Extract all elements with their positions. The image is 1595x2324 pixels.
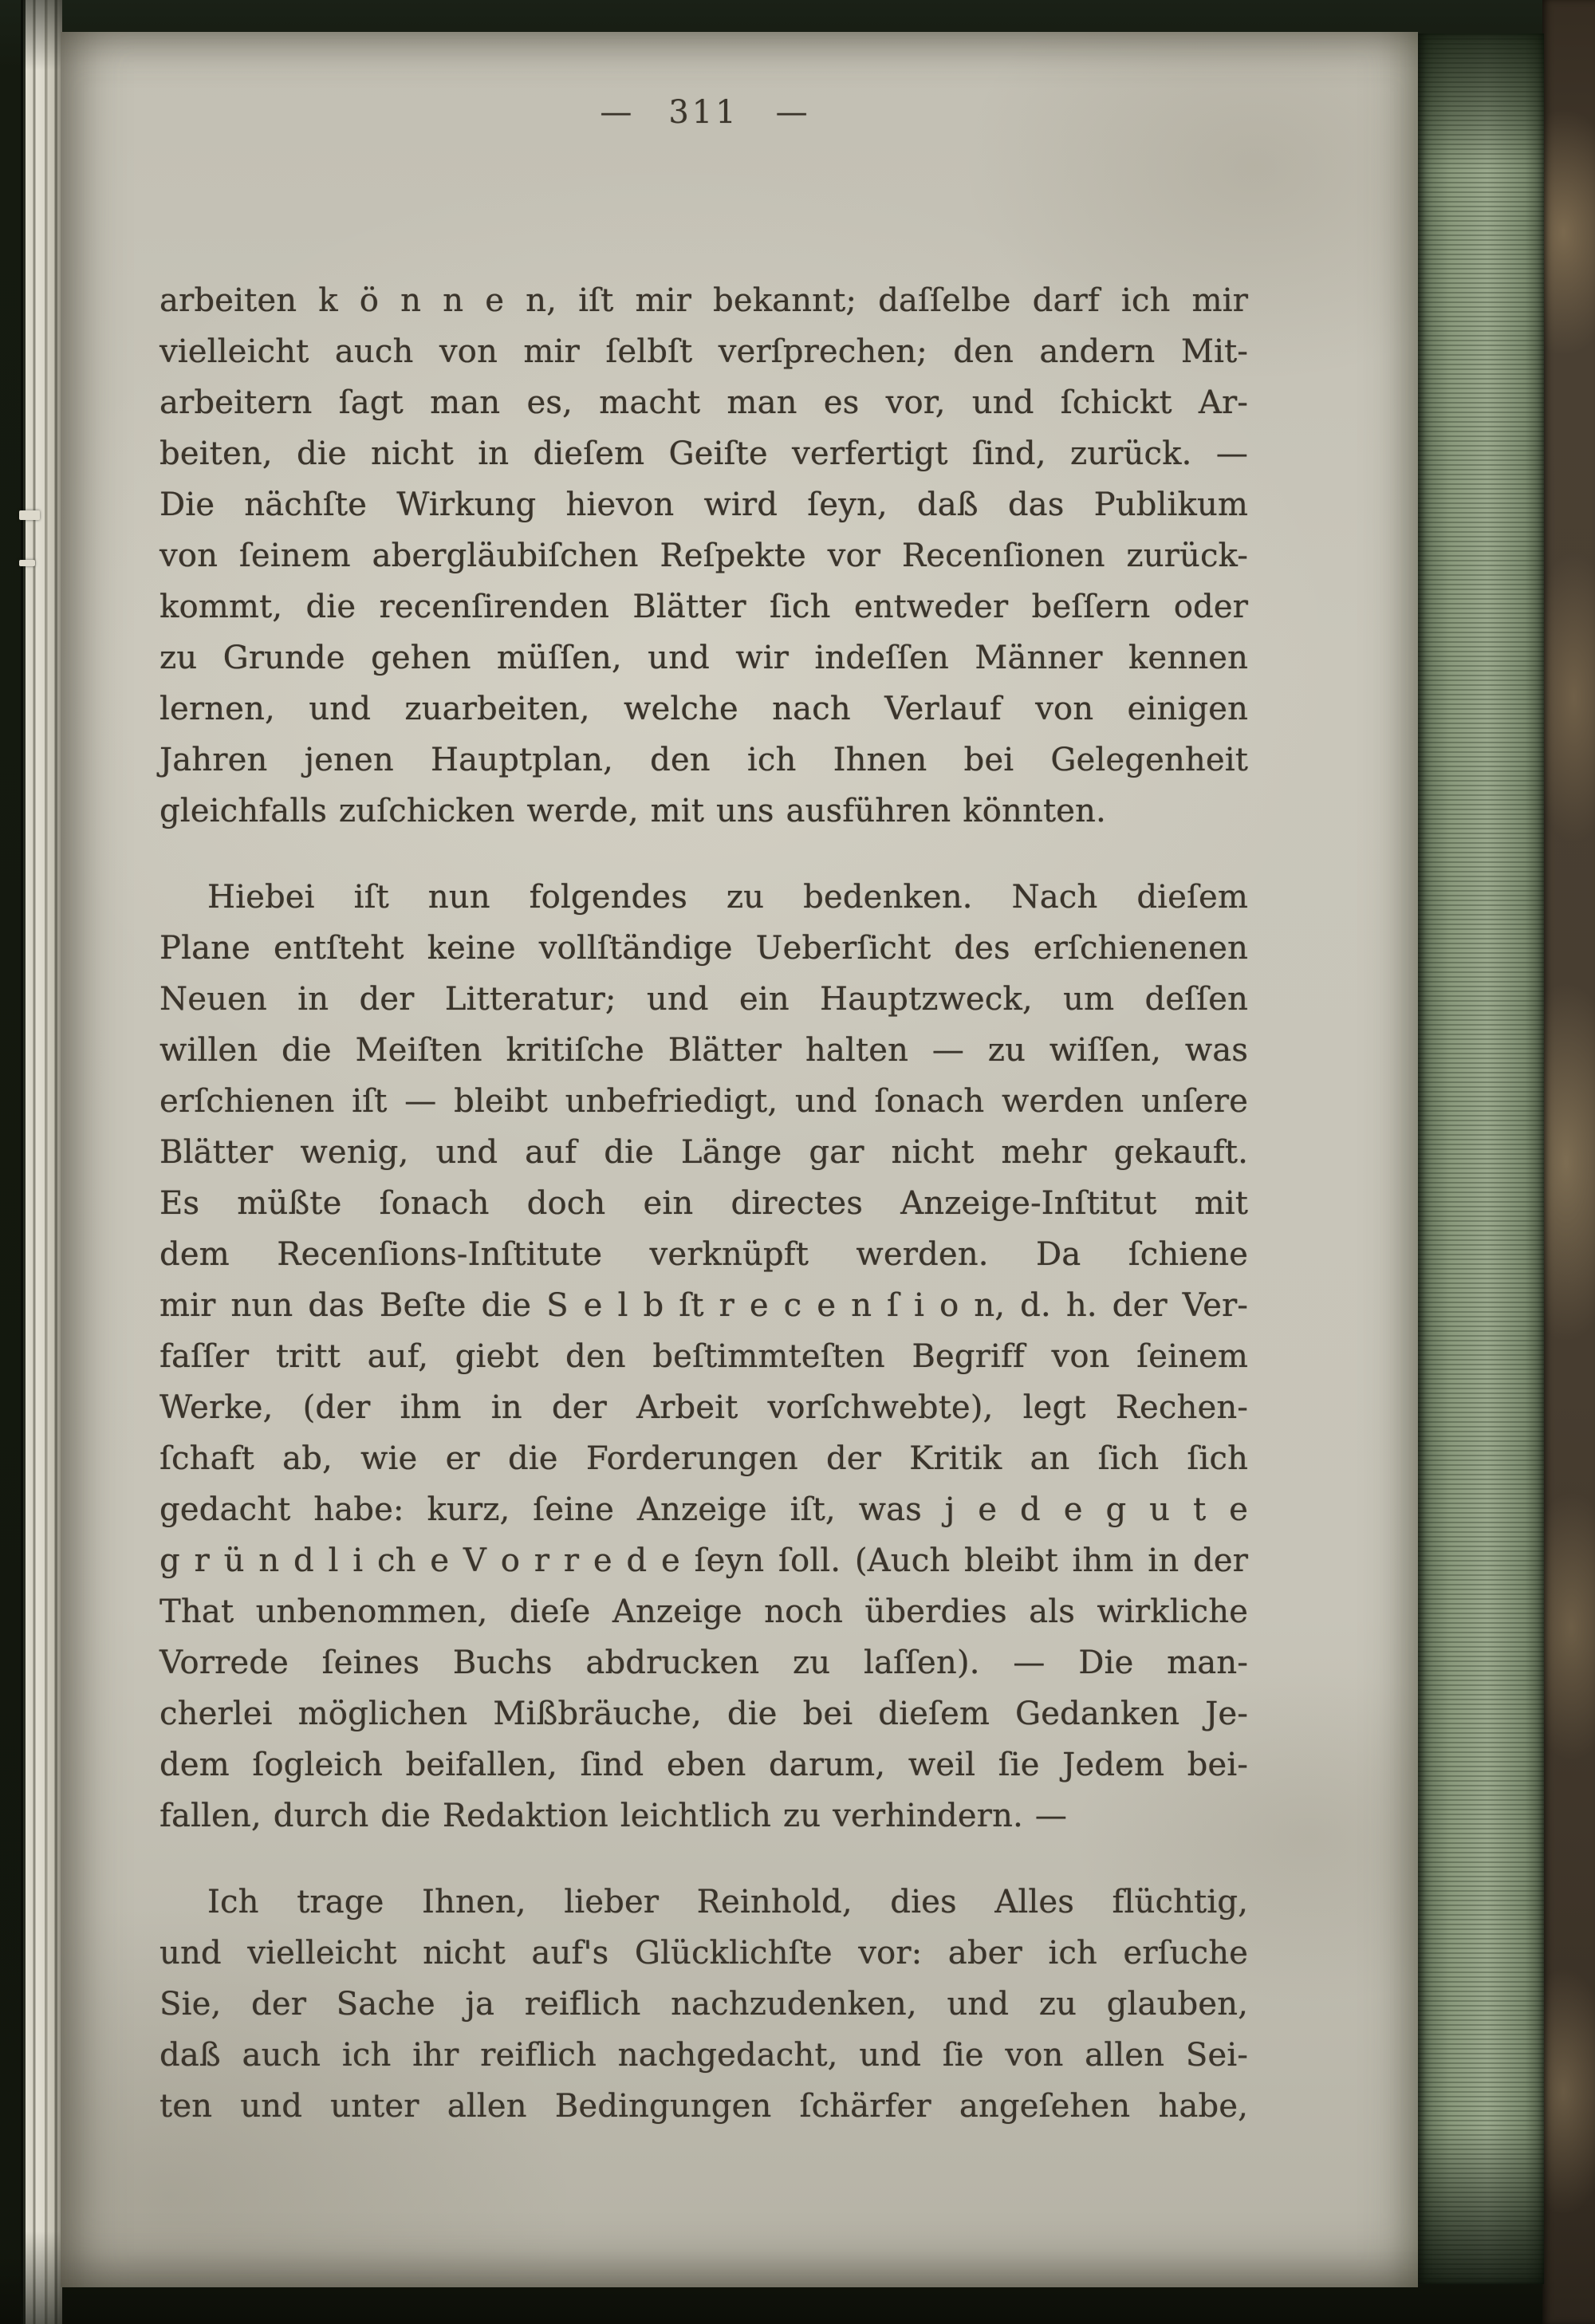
paragraph (160, 1877, 1248, 2132)
page-edge-stack (1418, 33, 1544, 2284)
text-line: Neuen in der Litteratur; und ein Hauptzweck, um deſſen (160, 981, 1248, 1018)
book-cover-edge (1542, 0, 1595, 2324)
page-number: 311 (668, 94, 739, 131)
paragraph (160, 275, 1248, 837)
text-line: dem Recenſions-Inſtitute verknüpft werden. Da ſchiene (160, 1236, 1248, 1273)
text-line: ſchaft ab, wie er die Forderungen der Kritik an ſich ſich (160, 1440, 1248, 1477)
binding-gutter (21, 0, 62, 2324)
text-line: und vielleicht nicht auf's Glücklichſte vor: aber ich erſuche (160, 1935, 1248, 1971)
text-line: willen die Meiſten kritiſche Blätter halten — zu wiſſen, was (160, 1032, 1248, 1069)
page-header (160, 94, 1248, 131)
paragraph (160, 872, 1248, 1841)
text-line: Jahren jenen Hauptplan, den ich Ihnen bei Gelegenheit (160, 742, 1248, 778)
text-line: Ich trage Ihnen, lieber Reinhold, dies Alles flüchtig, (207, 1884, 1248, 1920)
binding-mark (19, 560, 35, 566)
text-line: Vorrede ſeines Buchs abdrucken zu laſſen). — Die man- (160, 1645, 1248, 1681)
text-line: lernen, und zuarbeiten, welche nach Verlauf von einigen (160, 691, 1248, 727)
text-line: mir nun das Beſte die S e l b ſt r e c e n ſ i o n, d. h. der Ver- (160, 1287, 1248, 1324)
text-line: That unbenommen, dieſe Anzeige noch überdies als wirkliche (160, 1593, 1248, 1630)
text-line: Die nächſte Wirkung hievon wird ſeyn, daß das Publikum (160, 486, 1248, 523)
text-block (160, 275, 1248, 2132)
text-line: Blätter wenig, und auf die Länge gar nicht mehr gekauft. (160, 1134, 1248, 1171)
text-line: daß auch ich ihr reiflich nachgedacht, und ſie von allen Sei- (160, 2037, 1248, 2074)
text-line: gleichfalls zuſchicken werde, mit uns ausführen könnten. (160, 793, 1106, 829)
text-line: arbeitern ſagt man es, macht man es vor, und ſchickt Ar- (160, 384, 1248, 421)
binding-mark (19, 510, 40, 520)
header-rule-right: — (775, 94, 808, 131)
text-line: ten und unter allen Bedingungen ſchärfer angeſehen habe, (160, 2088, 1248, 2125)
text-line: arbeiten k ö n n e n, iſt mir bekannt; daſſelbe darf ich mir (160, 282, 1248, 319)
text-line: Sie, der Sache ja reiflich nachzudenken, und zu glauben, (160, 1986, 1248, 2023)
text-line: kommt, die recenſirenden Blätter ſich entweder beſſern oder (160, 589, 1248, 625)
text-line: Werke, (der ihm in der Arbeit vorſchwebte), legt Rechen- (160, 1389, 1248, 1426)
page-paper (61, 32, 1418, 2287)
text-line: vielleicht auch von mir ſelbſt verſprechen; den andern Mit- (160, 333, 1248, 370)
text-line: cherlei möglichen Mißbräuche, die bei dieſem Gedanken Je- (160, 1696, 1248, 1732)
text-line: fallen, durch die Redaktion leichtlich zu verhindern. — (160, 1798, 1067, 1834)
text-line: Es müßte ſonach doch ein directes Anzeige-Inſtitut mit (160, 1185, 1248, 1222)
text-line: g r ü n d l i ch e V o r r e d e ſeyn ſoll. (Auch bleibt ihm in der (160, 1542, 1248, 1579)
text-line: dem ſogleich beifallen, ſind eben darum, weil ſie Jedem bei- (160, 1747, 1248, 1783)
header-rule-left: — (600, 94, 632, 131)
text-line: Hiebei iſt nun folgendes zu bedenken. Nach dieſem (207, 879, 1248, 916)
text-line: Plane entſteht keine vollſtändige Ueberſicht des erſchienenen (160, 930, 1248, 967)
text-line: von ſeinem abergläubiſchen Reſpekte vor Recenſionen zurück- (160, 538, 1248, 574)
text-line: faſſer tritt auf, giebt den beſtimmteſten Begriff von ſeinem (160, 1338, 1248, 1375)
text-line: zu Grunde gehen müſſen, und wir indeſſen Männer kennen (160, 640, 1248, 676)
text-line: erſchienen iſt — bleibt unbefriedigt, und ſonach werden unſere (160, 1083, 1248, 1120)
text-line: gedacht habe: kurz, ſeine Anzeige iſt, was j e d e g u t e (160, 1491, 1248, 1528)
text-line: beiten, die nicht in dieſem Geiſte verfertigt ſind, zurück. — (160, 435, 1248, 472)
